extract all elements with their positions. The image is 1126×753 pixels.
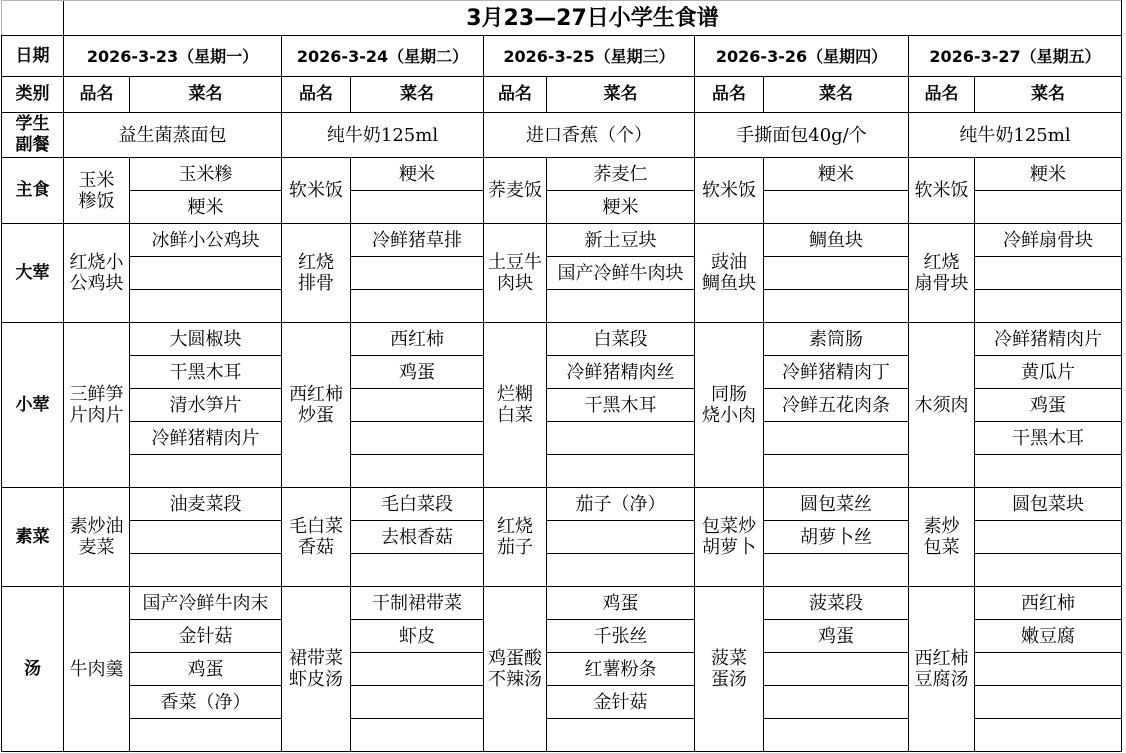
ingredient-cell: 香菜（净） — [130, 686, 282, 719]
ingredient-cell — [547, 719, 695, 752]
dish-header: 品名 — [695, 77, 764, 113]
dish-name: 玉米 糁饭 — [64, 158, 130, 224]
ingredient-cell — [764, 191, 909, 224]
ingredient-cell: 鲷鱼块 — [764, 224, 909, 257]
day-date: 2026-3-23（星期一） — [64, 36, 282, 77]
ingredient-header: 菜名 — [130, 77, 282, 113]
ingredient-cell — [351, 290, 484, 323]
dish-header: 品名 — [484, 77, 547, 113]
category-row-veg — [2, 488, 1122, 521]
dish-name: 牛肉羹 — [64, 587, 130, 752]
ingredient-cell: 鸡蛋 — [975, 389, 1122, 422]
page-title: 3月23—27日小学生食谱 — [64, 1, 1122, 36]
ingredient-cell — [547, 455, 695, 488]
ingredient-cell: 千张丝 — [547, 620, 695, 653]
category-label: 类别 — [2, 77, 64, 113]
ingredient-cell: 干黑木耳 — [130, 356, 282, 389]
ingredient-cell: 冷鲜扇骨块 — [975, 224, 1122, 257]
ingredient-cell — [975, 653, 1122, 686]
ingredient-cell — [764, 455, 909, 488]
ingredient-cell — [975, 257, 1122, 290]
dish-name: 鸡蛋酸 不辣汤 — [484, 587, 547, 752]
ingredient-cell: 冰鲜小公鸡块 — [130, 224, 282, 257]
corner-cell — [2, 1, 64, 36]
dish-name: 菠菜 蛋汤 — [695, 587, 764, 752]
ingredient-cell: 虾皮 — [351, 620, 484, 653]
ingredient-cell: 干黑木耳 — [547, 389, 695, 422]
ingredient-cell: 胡萝卜丝 — [764, 521, 909, 554]
dish-header: 品名 — [282, 77, 351, 113]
ingredient-cell — [130, 290, 282, 323]
ingredient-cell: 冷鲜猪精肉丁 — [764, 356, 909, 389]
ingredient-cell: 粳米 — [764, 158, 909, 191]
ingredient-cell — [975, 686, 1122, 719]
ingredient-cell — [130, 554, 282, 587]
ingredient-header: 菜名 — [975, 77, 1122, 113]
ingredient-cell — [351, 719, 484, 752]
ingredient-cell: 新土豆块 — [547, 224, 695, 257]
ingredient-cell: 大圆椒块 — [130, 323, 282, 356]
ingredient-cell: 白菜段 — [547, 323, 695, 356]
dish-name: 木须肉 — [909, 323, 975, 488]
day-date: 2026-3-27（星期五） — [909, 36, 1122, 77]
ingredient-cell — [975, 455, 1122, 488]
dish-name: 烂糊 白菜 — [484, 323, 547, 488]
dish-name: 豉油 鲷鱼块 — [695, 224, 764, 323]
ingredient-cell — [351, 422, 484, 455]
ingredient-cell: 毛白菜段 — [351, 488, 484, 521]
ingredient-cell — [764, 686, 909, 719]
ingredient-cell: 鸡蛋 — [130, 653, 282, 686]
ingredient-cell: 粳米 — [975, 158, 1122, 191]
title-row — [2, 1, 1122, 36]
category-meat: 大荤 — [2, 224, 64, 323]
dish-name: 西红柿 豆腐汤 — [909, 587, 975, 752]
snack-cell: 纯牛奶125ml — [909, 113, 1122, 158]
dish-name: 软米饭 — [282, 158, 351, 224]
ingredient-cell: 干制裙带菜 — [351, 587, 484, 620]
ingredient-cell — [130, 257, 282, 290]
header-row — [2, 77, 1122, 113]
ingredient-cell — [975, 290, 1122, 323]
category-veg: 素菜 — [2, 488, 64, 587]
ingredient-cell — [764, 290, 909, 323]
snack-cell: 益生菌蒸面包 — [64, 113, 282, 158]
dish-name: 红烧 排骨 — [282, 224, 351, 323]
snack-cell: 纯牛奶125ml — [282, 113, 484, 158]
ingredient-cell — [130, 455, 282, 488]
ingredient-cell: 鸡蛋 — [351, 356, 484, 389]
ingredient-cell — [547, 554, 695, 587]
ingredient-cell: 冷鲜猪草排 — [351, 224, 484, 257]
snack-cell: 手撕面包40g/个 — [695, 113, 909, 158]
ingredient-cell: 鸡蛋 — [547, 587, 695, 620]
category-soup: 汤 — [2, 587, 64, 752]
dish-name: 西红柿 炒蛋 — [282, 323, 351, 488]
category-row-small_meat — [2, 323, 1122, 356]
ingredient-cell — [351, 389, 484, 422]
dish-name: 红烧 茄子 — [484, 488, 547, 587]
category-snack: 学生 副餐 — [2, 113, 64, 158]
dish-name: 红烧 扇骨块 — [909, 224, 975, 323]
ingredient-cell: 冷鲜猪精肉片 — [130, 422, 282, 455]
ingredient-cell: 玉米糁 — [130, 158, 282, 191]
dish-name: 土豆牛 肉块 — [484, 224, 547, 323]
ingredient-cell: 国产冷鲜牛肉块 — [547, 257, 695, 290]
dish-name: 同肠 烧小肉 — [695, 323, 764, 488]
ingredient-cell: 去根香菇 — [351, 521, 484, 554]
ingredient-cell: 粳米 — [130, 191, 282, 224]
dish-name: 裙带菜 虾皮汤 — [282, 587, 351, 752]
dish-name: 软米饭 — [695, 158, 764, 224]
dish-name: 毛白菜 香菇 — [282, 488, 351, 587]
dish-name: 三鲜笋 片肉片 — [64, 323, 130, 488]
ingredient-cell: 西红柿 — [351, 323, 484, 356]
ingredient-cell: 圆包菜块 — [975, 488, 1122, 521]
category-row-meat — [2, 224, 1122, 257]
dish-header: 品名 — [909, 77, 975, 113]
ingredient-cell: 干黑木耳 — [975, 422, 1122, 455]
ingredient-cell: 红薯粉条 — [547, 653, 695, 686]
snack-cell: 进口香蕉（个） — [484, 113, 695, 158]
weekly-menu-table — [1, 0, 1122, 752]
category-row-snack — [2, 113, 1122, 158]
ingredient-cell — [351, 191, 484, 224]
date-row — [2, 36, 1122, 77]
ingredient-cell: 国产冷鲜牛肉末 — [130, 587, 282, 620]
ingredient-cell: 黄瓜片 — [975, 356, 1122, 389]
ingredient-cell — [764, 422, 909, 455]
ingredient-cell: 嫩豆腐 — [975, 620, 1122, 653]
ingredient-cell — [764, 257, 909, 290]
ingredient-cell: 茄子（净） — [547, 488, 695, 521]
ingredient-cell: 西红柿 — [975, 587, 1122, 620]
ingredient-cell — [975, 719, 1122, 752]
ingredient-header: 菜名 — [351, 77, 484, 113]
dish-header: 品名 — [64, 77, 130, 113]
ingredient-cell: 油麦菜段 — [130, 488, 282, 521]
ingredient-cell — [130, 521, 282, 554]
ingredient-cell — [351, 686, 484, 719]
ingredient-cell — [975, 191, 1122, 224]
ingredient-cell — [351, 653, 484, 686]
ingredient-cell: 菠菜段 — [764, 587, 909, 620]
ingredient-cell: 金针菇 — [130, 620, 282, 653]
category-row-staple — [2, 158, 1122, 191]
ingredient-cell: 金针菇 — [547, 686, 695, 719]
ingredient-cell — [351, 257, 484, 290]
category-small_meat: 小荤 — [2, 323, 64, 488]
ingredient-cell: 冷鲜五花肉条 — [764, 389, 909, 422]
ingredient-cell: 素筒肠 — [764, 323, 909, 356]
category-row-soup — [2, 587, 1122, 620]
ingredient-cell — [975, 554, 1122, 587]
day-date: 2026-3-25（星期三） — [484, 36, 695, 77]
ingredient-cell — [547, 290, 695, 323]
ingredient-cell — [547, 521, 695, 554]
ingredient-cell: 鸡蛋 — [764, 620, 909, 653]
ingredient-cell — [130, 719, 282, 752]
ingredient-cell: 清水笋片 — [130, 389, 282, 422]
ingredient-cell — [764, 719, 909, 752]
ingredient-cell — [764, 653, 909, 686]
ingredient-cell — [351, 455, 484, 488]
category-staple: 主食 — [2, 158, 64, 224]
ingredient-cell: 冷鲜猪精肉丝 — [547, 356, 695, 389]
ingredient-cell: 圆包菜丝 — [764, 488, 909, 521]
ingredient-cell — [764, 554, 909, 587]
day-date: 2026-3-26（星期四） — [695, 36, 909, 77]
ingredient-cell: 粳米 — [547, 191, 695, 224]
dish-name: 素炒 包菜 — [909, 488, 975, 587]
ingredient-cell — [547, 422, 695, 455]
dish-name: 荞麦饭 — [484, 158, 547, 224]
ingredient-header: 菜名 — [764, 77, 909, 113]
ingredient-cell: 荞麦仁 — [547, 158, 695, 191]
dish-name: 红烧小 公鸡块 — [64, 224, 130, 323]
dish-name: 素炒油 麦菜 — [64, 488, 130, 587]
ingredient-cell: 冷鲜猪精肉片 — [975, 323, 1122, 356]
ingredient-cell — [975, 521, 1122, 554]
ingredient-header: 菜名 — [547, 77, 695, 113]
day-date: 2026-3-24（星期二） — [282, 36, 484, 77]
ingredient-cell — [351, 554, 484, 587]
dish-name: 包菜炒 胡萝卜 — [695, 488, 764, 587]
date-label: 日期 — [2, 36, 64, 77]
dish-name: 软米饭 — [909, 158, 975, 224]
ingredient-cell: 粳米 — [351, 158, 484, 191]
